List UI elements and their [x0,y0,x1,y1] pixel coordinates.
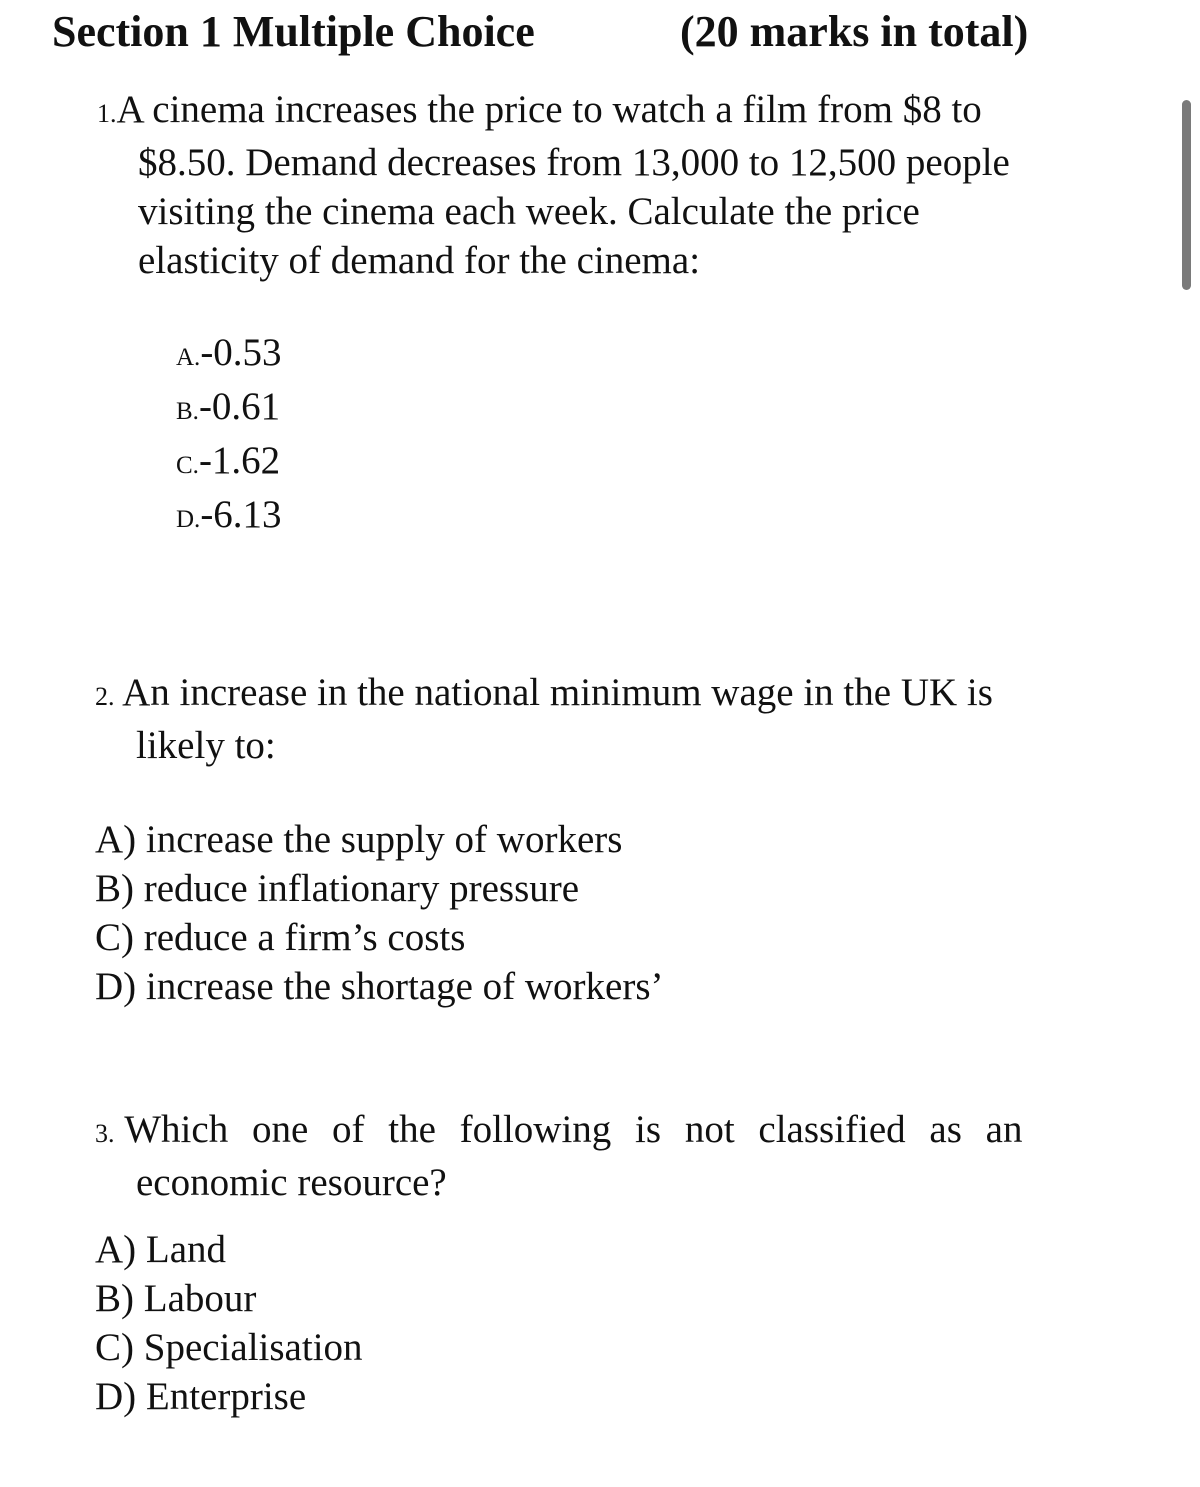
question-2-text-line-2: likely to: [136,724,276,767]
question-2-option-a[interactable]: A) increase the supply of workers [95,818,623,861]
question-2-options [95,815,664,1011]
question-3-text-line-1: Which one of the following is not classified as an [124,1108,1023,1151]
question-3 [95,1105,1098,1207]
question-3-option-b[interactable]: B) Labour [95,1277,257,1320]
option-letter: B. [176,398,199,425]
question-3-options [95,1225,363,1421]
vertical-scrollbar[interactable] [1182,100,1191,290]
section-header [52,4,1082,60]
question-2-text-line-1: An increase in the national minimum wage in the UK is [122,671,993,714]
question-2-number: 2. [95,682,115,711]
option-value: -0.53 [200,331,282,374]
question-2-line-1 [95,668,1098,721]
question-2-option-b[interactable]: B) reduce inflationary pressure [95,867,580,910]
question-3-option-a[interactable]: A) Land [95,1228,227,1271]
option-value: -1.62 [198,439,281,482]
question-1-text-line-1: A cinema increases the price to watch a film from $8 to [116,88,982,131]
question-1-option-c[interactable] [176,436,282,490]
option-letter: D. [176,506,201,533]
option-value: -0.61 [198,385,281,428]
option-letter: C. [176,452,199,479]
question-3-text-line-2: economic resource? [136,1161,447,1204]
question-3-option-d[interactable]: D) Enterprise [95,1375,307,1418]
option-value: -6.13 [200,493,282,536]
question-3-line-1 [95,1105,1098,1158]
question-2-first-line [95,668,993,721]
question-3-number: 3. [95,1119,115,1148]
question-3-option-c[interactable]: C) Specialisation [95,1326,363,1369]
question-1-text-line-2: $8.50. Demand decreases from 13,000 to 12,500 people [138,141,1010,184]
question-1-option-d[interactable] [176,490,282,544]
question-1-text-line-4: elasticity of demand for the cinema: [138,239,701,282]
section-marks: (20 marks in total) [680,7,1029,56]
section-title: Section 1 Multiple Choice [52,7,535,56]
question-2-option-c[interactable]: C) reduce a firm’s costs [95,916,466,959]
question-2-option-d[interactable]: D) increase the shortage of workers’ [95,965,664,1008]
option-letter: A. [176,344,201,371]
question-1-text-line-3: visiting the cinema each week. Calculate the price [138,190,920,233]
question-1-option-b[interactable] [176,382,282,436]
question-1-line-1 [97,85,1010,138]
question-1-number: 1. [97,99,117,128]
question-1-option-a[interactable] [176,328,282,382]
question-1 [97,85,1010,285]
question-2 [95,668,1098,770]
question-1-options [176,328,282,544]
